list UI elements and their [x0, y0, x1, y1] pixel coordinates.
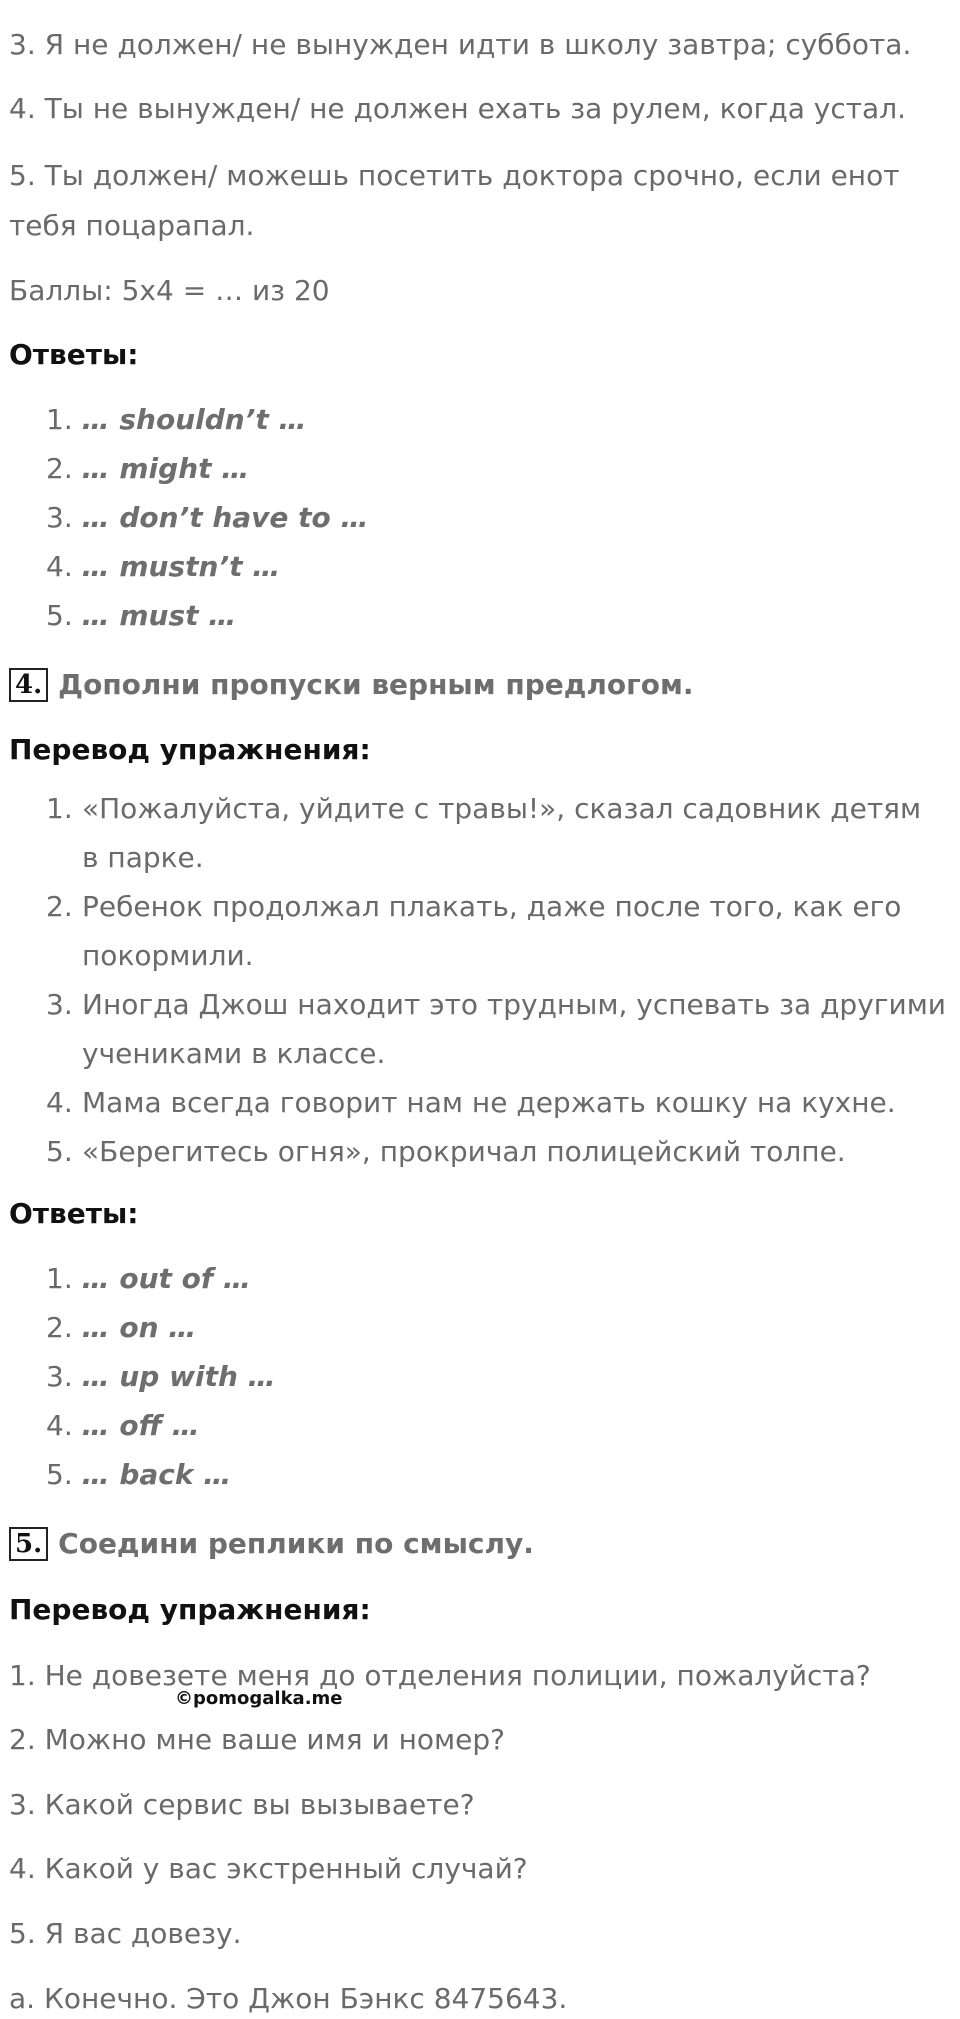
list-num: 2.: [46, 890, 73, 923]
task-number-box: 4.: [9, 668, 48, 702]
watermark: ©pomogalka.me: [175, 1688, 343, 1709]
answer-text: … shouldn’t …: [81, 403, 307, 436]
intro-line-4: 4. Ты не вынужден/ не должен ехать за рулем, когда устал.: [9, 92, 906, 125]
answer-text: … don’t have to …: [81, 501, 369, 534]
translation-label: Перевод упражнения:: [9, 733, 371, 766]
answer-num: 1.: [46, 403, 73, 436]
answer-item: [46, 404, 307, 436]
list-num: 3.: [46, 988, 73, 1021]
answer-text: … must …: [81, 599, 237, 632]
answer-item: [46, 1459, 231, 1491]
answer-text: … off …: [81, 1409, 200, 1442]
answer-item: [46, 502, 369, 534]
translation-label: Перевод упражнения:: [9, 1593, 371, 1626]
translation-line: a. Конечно. Это Джон Бэнкс 8475643.: [9, 1982, 568, 2015]
translation-list: [46, 784, 946, 1176]
list-item: [46, 882, 946, 980]
list-text: Иногда Джош находит это трудным, успевать за другими учениками в классе.: [82, 988, 947, 1070]
answer-item: [46, 1263, 251, 1295]
answer-text: … up with …: [81, 1360, 276, 1393]
answer-num: 1.: [46, 1262, 73, 1295]
list-text: Мама всегда говорит нам не держать кошку на кухне.: [82, 1086, 896, 1119]
answers-label: Ответы:: [9, 338, 139, 371]
answer-item: [46, 453, 249, 485]
list-num: 5.: [46, 1135, 73, 1168]
answer-num: 5.: [46, 599, 73, 632]
answer-num: 4.: [46, 550, 73, 583]
translation-line: 2. Можно мне ваше имя и номер?: [9, 1723, 506, 1756]
list-item: [46, 1078, 946, 1127]
answer-item: [46, 1410, 200, 1442]
answer-num: 4.: [46, 1409, 73, 1442]
list-text: Ребенок продолжал плакать, даже после того, как его покормили.: [82, 890, 902, 972]
answer-num: 5.: [46, 1458, 73, 1491]
list-num: 1.: [46, 792, 73, 825]
answer-num: 3.: [46, 501, 73, 534]
task-5-heading: [9, 1526, 534, 1561]
answers-label: Ответы:: [9, 1197, 139, 1230]
answer-item: [46, 600, 236, 632]
translation-line: 5. Я вас довезу.: [9, 1917, 242, 1950]
answer-num: 3.: [46, 1360, 73, 1393]
answer-num: 2.: [46, 1311, 73, 1344]
list-item: [46, 784, 946, 882]
list-num: 4.: [46, 1086, 73, 1119]
translation-line: 3. Какой сервис вы вызываете?: [9, 1788, 475, 1821]
answer-item: [46, 551, 280, 583]
answer-text: … out of …: [81, 1262, 251, 1295]
answer-text: … mustn’t …: [81, 550, 281, 583]
task-title: Соедини реплики по смыслу.: [58, 1527, 534, 1560]
list-item: [46, 1127, 946, 1176]
intro-line-3: 3. Я не должен/ не вынужден идти в школу завтра; суббота.: [9, 28, 912, 61]
answer-num: 2.: [46, 452, 73, 485]
answer-text: … back …: [81, 1458, 232, 1491]
translation-line: 1. Не довезете меня до отделения полиции, пожалуйста?: [9, 1659, 871, 1692]
score-line: Баллы: 5х4 = … из 20: [9, 274, 330, 307]
translation-line: 4. Какой у вас экстренный случай?: [9, 1852, 528, 1885]
list-text: «Пожалуйста, уйдите с травы!», сказал садовник детям в парке.: [82, 792, 922, 874]
answer-item: [46, 1361, 276, 1393]
list-text: «Берегитесь огня», прокричал полицейский толпе.: [82, 1135, 846, 1168]
answer-item: [46, 1312, 196, 1344]
answer-text: … on …: [81, 1311, 197, 1344]
intro-line-5: 5. Ты должен/ можешь посетить доктора срочно, если енот тебя поцарапал.: [9, 159, 900, 242]
task-number-box: 5.: [9, 1527, 48, 1561]
list-item: [46, 980, 946, 1078]
answer-text: … might …: [81, 452, 250, 485]
task-4-heading: [9, 667, 694, 702]
task-title: Дополни пропуски верным предлогом.: [58, 668, 694, 701]
